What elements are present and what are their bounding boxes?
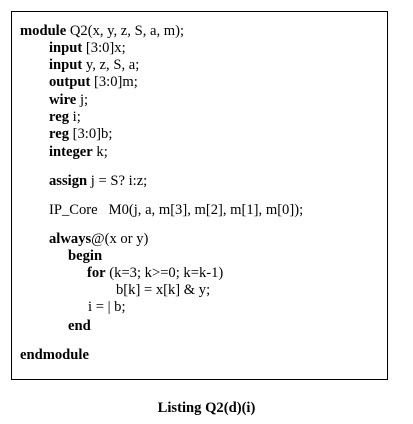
code-line-module-header: module Q2(x, y, z, S, a, m);	[20, 23, 185, 39]
code-line-endmodule: endmodule	[20, 347, 89, 363]
code-line-assign-j: assign j = S? i:z;	[49, 173, 148, 189]
code-line-ip-core-instance: IP_Core M0(j, a, m[3], m[2], m[1], m[0]);	[49, 202, 304, 218]
code-line-end: end	[68, 318, 91, 334]
code-line-reg-b: reg [3:0]b;	[49, 126, 113, 142]
code-line-i-reduce: i = | b;	[88, 299, 126, 315]
listing-caption: Listing Q2(d)(i)	[157, 400, 256, 416]
code-line-input-x: input [3:0]x;	[49, 40, 126, 56]
code-line-reg-i: reg i;	[49, 109, 81, 125]
code-line-input-y-z-s-a: input y, z, S, a;	[49, 57, 140, 73]
code-line-wire-j: wire j;	[49, 92, 89, 108]
code-line-integer-k: integer k;	[49, 144, 108, 160]
code-line-for-loop: for (k=3; k>=0; k=k-1)	[87, 265, 224, 281]
code-line-output-m: output [3:0]m;	[49, 74, 138, 90]
code-line-b-assign: b[k] = x[k] & y;	[116, 282, 211, 298]
code-line-always-block: always@(x or y)	[49, 231, 149, 247]
code-line-begin: begin	[68, 248, 103, 264]
